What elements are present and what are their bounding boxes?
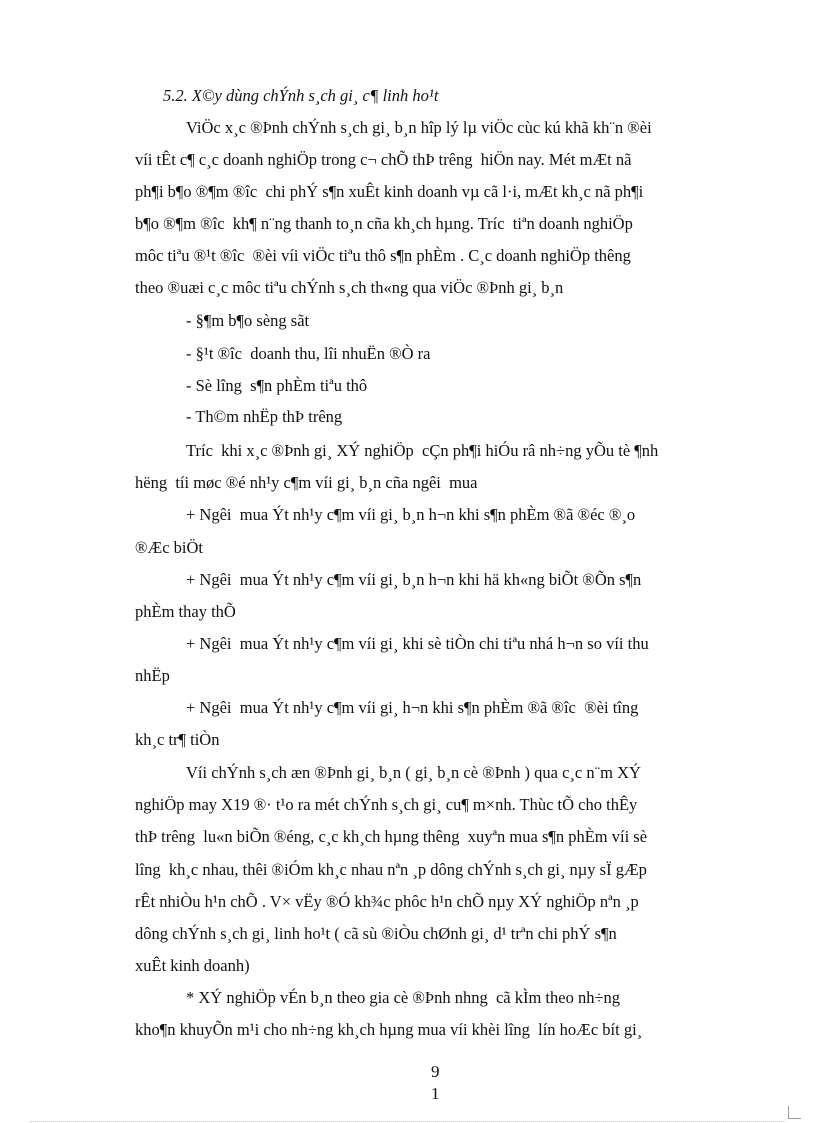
body-line: ®Æc biÖt: [135, 538, 203, 557]
list-item: - Th©m nhËp thÞ trêng: [186, 407, 343, 426]
body-line: b¶o ®¶m ®îc kh¶ n¨ng thanh to¸n cña kh¸ch hµng. Tríc tiªn doanh nghiÖp: [135, 214, 633, 233]
body-line: xuÊt kinh doanh): [135, 956, 250, 975]
body-line: nhËp: [135, 666, 170, 685]
body-line: hëng tíi møc ®é nh¹y c¶m víi gi¸ b¸n cña ngêi mua: [135, 473, 478, 492]
body-line: víi tÊt c¶ c¸c doanh nghiÖp trong c¬ chÕ thÞ trêng hiÖn nay. Mét mÆt nã: [135, 150, 632, 169]
body-line: nghiÖp may X19 ®· t¹o ra mét chÝnh s¸ch gi¸ cu¶ m×nh. Thùc tÕ cho thÊy: [135, 795, 638, 814]
body-line: Tríc khi x¸c ®Þnh gi¸ XÝ nghiÖp cÇn ph¶i hiÓu râ nh÷ng yÕu tè ¶nh: [186, 441, 659, 460]
body-line: rÊt nhiÒu h¹n chÕ . V× vËy ®Ó kh¾c phôc h¹n chÕ nµy XÝ nghiÖp nªn ¸p: [135, 892, 639, 911]
list-item: - §¶m b¶o sèng sãt: [186, 311, 310, 330]
list-item: - Sè lîng s¶n phÈm tiªu thô: [186, 376, 368, 395]
body-line: kho¶n khuyÕn m¹i cho nh÷ng kh¸ch hµng mua víi khèi lîng lín hoÆc bít gi¸: [135, 1020, 643, 1039]
body-line: môc tiªu ®¹t ®îc ®èi víi viÖc tiªu thô s¶n phÈm . C¸c doanh nghiÖp thêng: [135, 246, 631, 265]
body-line: Víi chÝnh s¸ch æn ®Þnh gi¸ b¸n ( gi¸ b¸n cè ®Þnh ) qua c¸c n¨m XÝ: [186, 763, 641, 782]
body-line: + Ngêi mua Ýt nh¹y c¶m víi gi¸ b¸n h¬n khi s¶n phÈm ®ã ®éc ®¸o: [186, 505, 636, 524]
body-line: + Ngêi mua Ýt nh¹y c¶m víi gi¸ khi sè tiÒn chi tiªu nhá h¬n so víi thu: [186, 634, 649, 653]
page-corner-mark: [788, 1106, 801, 1119]
body-line: ph¶i b¶o ®¶m ®îc chi phÝ s¶n xuÊt kinh doanh vµ cã l·i, mÆt kh¸c nã ph¶i: [135, 182, 644, 201]
body-line: kh¸c tr¶ tiÒn: [135, 730, 220, 749]
body-line: thÞ trêng lu«n biÕn ®éng, c¸c kh¸ch hµng thêng xuyªn mua s¶n phÈm víi sè: [135, 827, 648, 846]
body-line: + Ngêi mua Ýt nh¹y c¶m víi gi¸ b¸n h¬n khi hä kh«ng biÕt ®Õn s¶n: [186, 570, 642, 589]
page-number-second-line: 1: [431, 1084, 440, 1103]
body-line: lîng kh¸c nhau, thêi ®iÓm kh¸c nhau nªn ¸p dông chÝnh s¸ch gi¸ nµy sÏ gÆp: [135, 860, 647, 879]
body-line: theo ®uæi c¸c môc tiªu chÝnh s¸ch th«ng qua viÖc ®Þnh gi¸ b¸n: [135, 278, 564, 297]
page-bottom-rule: [30, 1121, 786, 1122]
section-heading: 5.2. X©y dùng chÝnh s¸ch gi¸ c¶ linh ho¹t: [163, 86, 439, 105]
list-item: - §¹t ®îc doanh thu, lîi nhuËn ®Ò ra: [186, 344, 431, 363]
body-line: ViÖc x¸c ®Þnh chÝnh s¸ch gi¸ b¸n hîp lý lµ viÖc cùc kú khã kh¨n ®èi: [186, 118, 652, 137]
body-line: phÈm thay thÕ: [135, 602, 236, 621]
body-line: dông chÝnh s¸ch gi¸ linh ho¹t ( cã sù ®iÒu chØnh gi¸ d¹ trªn chi phÝ s¶n: [135, 924, 617, 943]
body-line: + Ngêi mua Ýt nh¹y c¶m víi gi¸ h¬n khi s¶n phÈm ®ã ®îc ®èi tîng: [186, 698, 639, 717]
page-number: 9: [431, 1062, 440, 1081]
body-line: * XÝ nghiÖp vÉn b¸n theo gia cè ®Þnh nhng cã kÌm theo nh÷ng: [186, 988, 621, 1007]
